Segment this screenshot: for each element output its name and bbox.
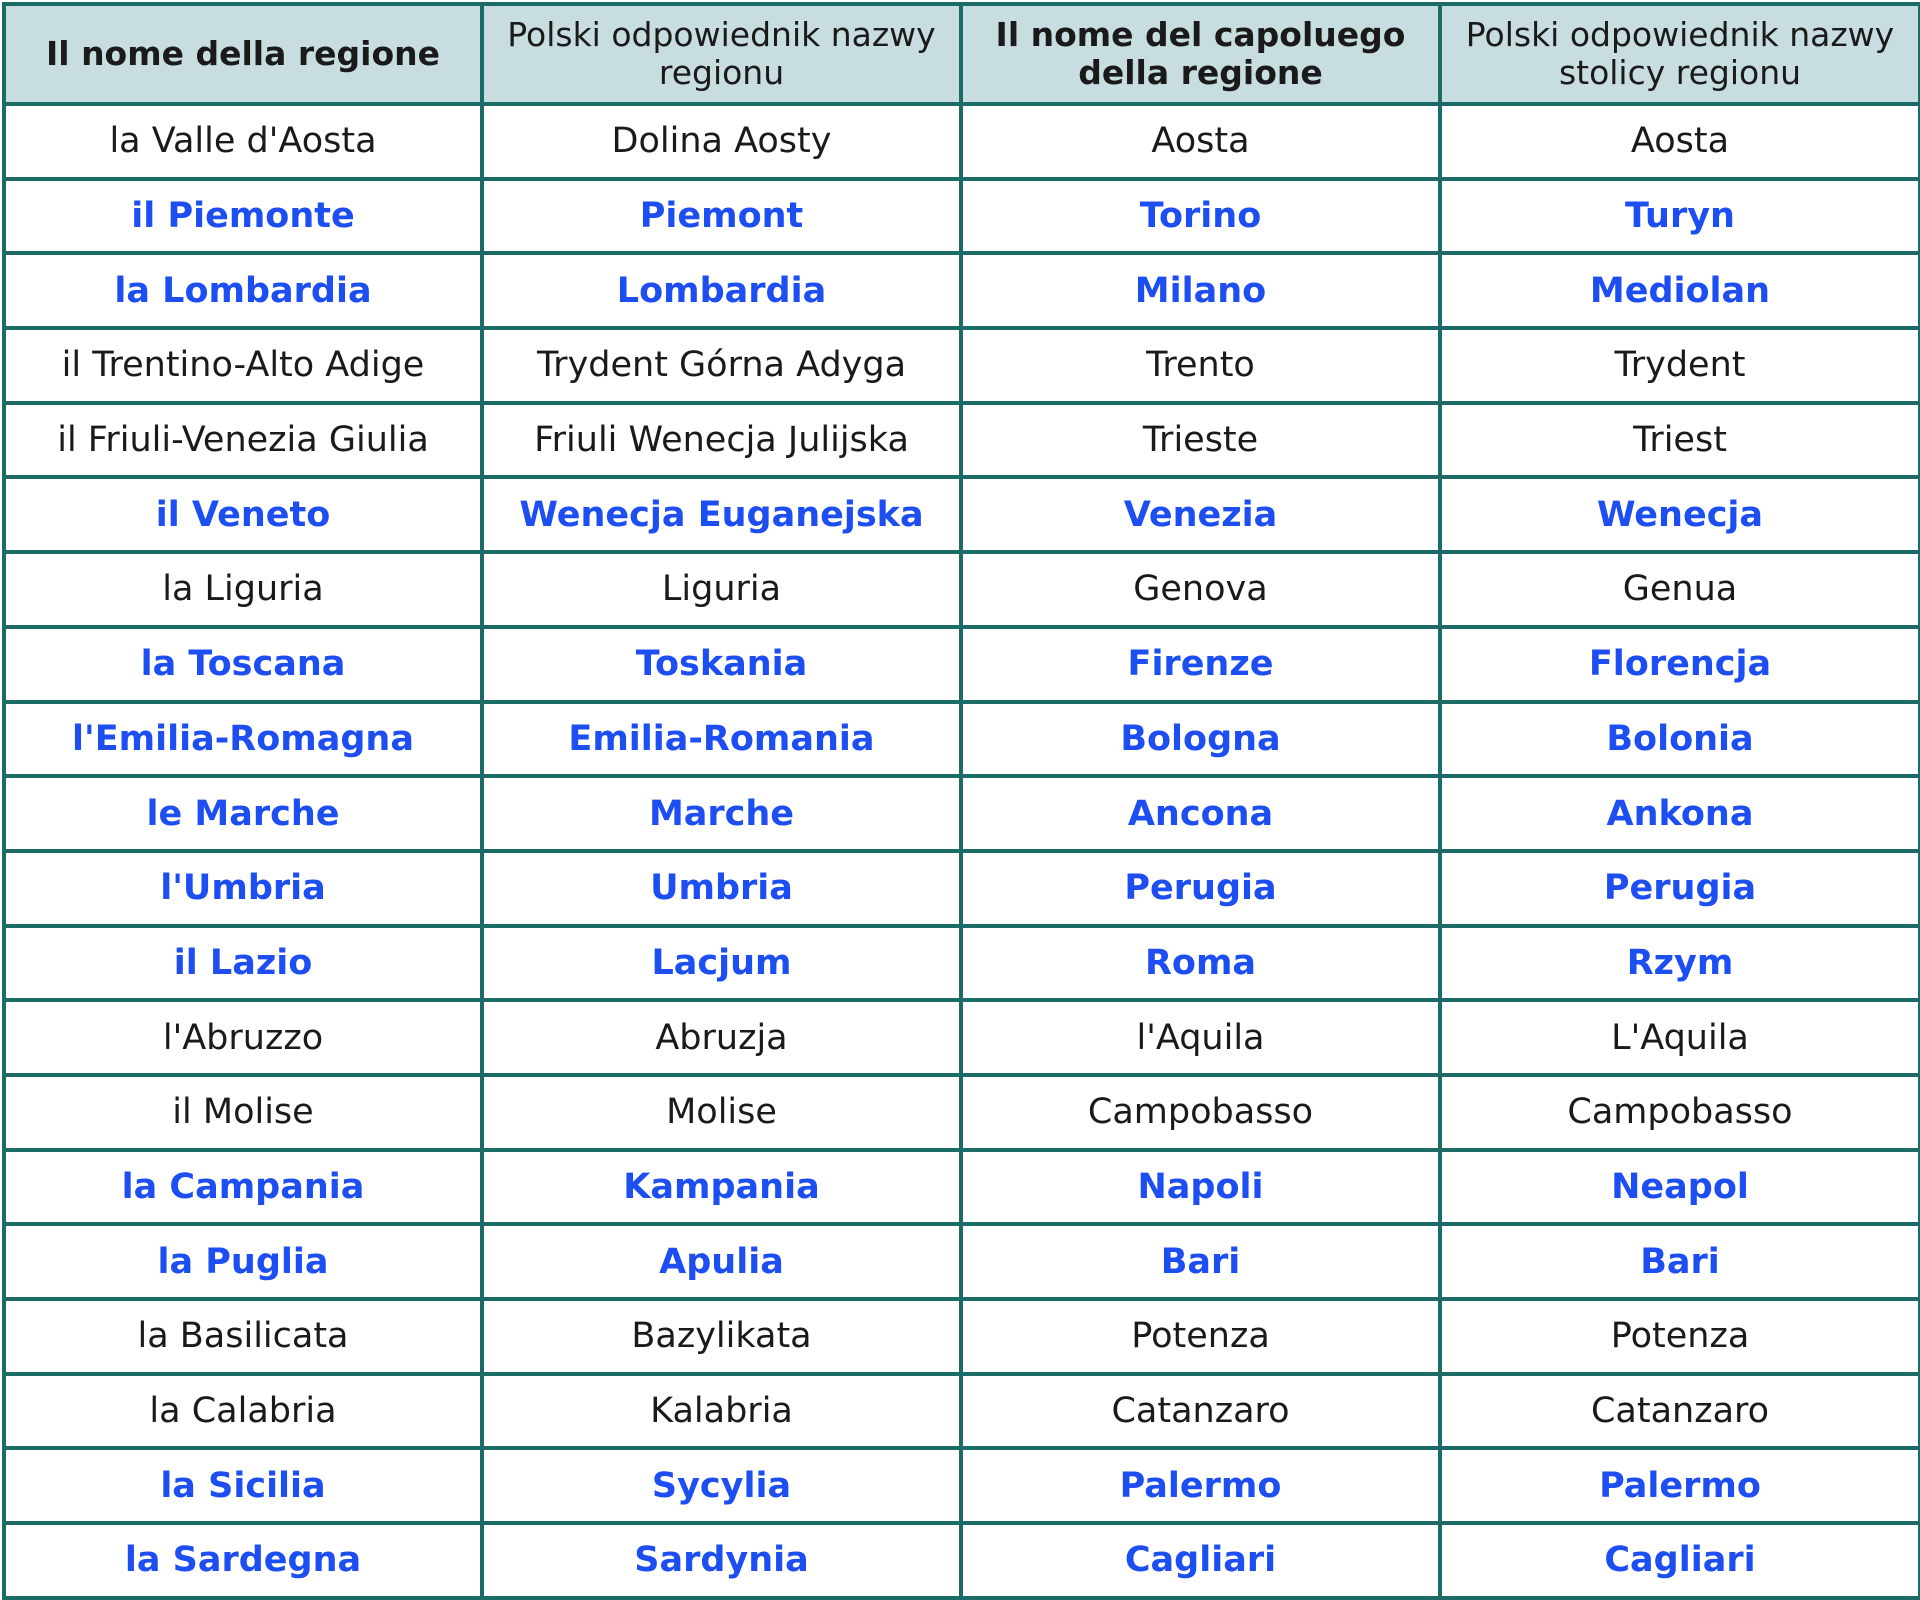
cell-capital-it: Cagliari xyxy=(961,1523,1440,1598)
cell-region-pl: Sardynia xyxy=(482,1523,961,1598)
cell-capital-it: Napoli xyxy=(961,1150,1440,1225)
cell-capital-pl: Ankona xyxy=(1440,776,1920,851)
cell-capital-it: Bari xyxy=(961,1224,1440,1299)
cell-capital-pl: Rzym xyxy=(1440,926,1920,1001)
cell-region-it: il Lazio xyxy=(4,926,482,1001)
cell-capital-it: Genova xyxy=(961,552,1440,627)
cell-region-pl: Liguria xyxy=(482,552,961,627)
cell-capital-pl: Cagliari xyxy=(1440,1523,1920,1598)
cell-region-pl: Wenecja Euganejska xyxy=(482,477,961,552)
table-row xyxy=(4,552,1920,627)
cell-capital-pl: Aosta xyxy=(1440,104,1920,179)
cell-capital-it: Roma xyxy=(961,926,1440,1001)
table-row xyxy=(4,179,1920,254)
table-row xyxy=(4,926,1920,1001)
cell-region-pl: Abruzja xyxy=(482,1000,961,1075)
cell-region-it: la Lombardia xyxy=(4,253,482,328)
cell-region-pl: Marche xyxy=(482,776,961,851)
cell-region-it: la Puglia xyxy=(4,1224,482,1299)
cell-region-pl: Dolina Aosty xyxy=(482,104,961,179)
cell-capital-it: Trento xyxy=(961,328,1440,403)
table-row xyxy=(4,1374,1920,1449)
cell-region-pl: Kalabria xyxy=(482,1374,961,1449)
cell-capital-it: Torino xyxy=(961,179,1440,254)
cell-region-it: la Toscana xyxy=(4,627,482,702)
cell-region-it: il Molise xyxy=(4,1075,482,1150)
cell-region-it: la Valle d'Aosta xyxy=(4,104,482,179)
cell-region-pl: Apulia xyxy=(482,1224,961,1299)
table-row xyxy=(4,776,1920,851)
cell-region-it: la Sardegna xyxy=(4,1523,482,1598)
cell-region-pl: Molise xyxy=(482,1075,961,1150)
cell-capital-pl: Potenza xyxy=(1440,1299,1920,1374)
cell-capital-it: Bologna xyxy=(961,702,1440,777)
cell-capital-pl: Wenecja xyxy=(1440,477,1920,552)
cell-capital-it: Firenze xyxy=(961,627,1440,702)
cell-capital-pl: Neapol xyxy=(1440,1150,1920,1225)
cell-region-it: l'Umbria xyxy=(4,851,482,926)
header-capital-name-it: Il nome del capoluego della regione xyxy=(961,4,1440,104)
cell-region-it: il Trentino-Alto Adige xyxy=(4,328,482,403)
cell-capital-pl: Trydent xyxy=(1440,328,1920,403)
table-row xyxy=(4,1299,1920,1374)
cell-capital-pl: Bari xyxy=(1440,1224,1920,1299)
cell-region-pl: Piemont xyxy=(482,179,961,254)
cell-region-pl: Kampania xyxy=(482,1150,961,1225)
header-capital-name-pl: Polski odpowiednik nazwy stolicy regionu xyxy=(1440,4,1920,104)
regions-table-container xyxy=(2,2,1918,1596)
cell-capital-it: Palermo xyxy=(961,1448,1440,1523)
cell-region-pl: Lombardia xyxy=(482,253,961,328)
cell-capital-it: Campobasso xyxy=(961,1075,1440,1150)
cell-region-pl: Bazylikata xyxy=(482,1299,961,1374)
cell-capital-it: Ancona xyxy=(961,776,1440,851)
table-row xyxy=(4,104,1920,179)
cell-capital-it: Venezia xyxy=(961,477,1440,552)
cell-capital-it: Potenza xyxy=(961,1299,1440,1374)
cell-region-it: la Liguria xyxy=(4,552,482,627)
cell-region-it: l'Abruzzo xyxy=(4,1000,482,1075)
cell-capital-pl: Florencja xyxy=(1440,627,1920,702)
cell-region-it: l'Emilia-Romagna xyxy=(4,702,482,777)
table-row xyxy=(4,1075,1920,1150)
cell-region-pl: Umbria xyxy=(482,851,961,926)
table-row xyxy=(4,253,1920,328)
cell-capital-it: Catanzaro xyxy=(961,1374,1440,1449)
cell-capital-pl: Mediolan xyxy=(1440,253,1920,328)
cell-region-pl: Toskania xyxy=(482,627,961,702)
table-row xyxy=(4,627,1920,702)
table-header-row xyxy=(4,4,1920,104)
cell-capital-pl: Bolonia xyxy=(1440,702,1920,777)
cell-capital-it: Trieste xyxy=(961,403,1440,478)
cell-region-it: la Basilicata xyxy=(4,1299,482,1374)
cell-region-it: il Veneto xyxy=(4,477,482,552)
cell-region-it: le Marche xyxy=(4,776,482,851)
cell-capital-it: Perugia xyxy=(961,851,1440,926)
cell-capital-pl: Turyn xyxy=(1440,179,1920,254)
cell-region-it: la Campania xyxy=(4,1150,482,1225)
cell-capital-pl: Genua xyxy=(1440,552,1920,627)
cell-region-pl: Lacjum xyxy=(482,926,961,1001)
cell-region-it: il Piemonte xyxy=(4,179,482,254)
table-row xyxy=(4,851,1920,926)
table-row xyxy=(4,1448,1920,1523)
table-row xyxy=(4,328,1920,403)
table-row xyxy=(4,1224,1920,1299)
cell-region-pl: Trydent Górna Adyga xyxy=(482,328,961,403)
cell-region-it: la Calabria xyxy=(4,1374,482,1449)
cell-capital-pl: Palermo xyxy=(1440,1448,1920,1523)
cell-capital-pl: Campobasso xyxy=(1440,1075,1920,1150)
cell-region-pl: Emilia-Romania xyxy=(482,702,961,777)
cell-region-it: la Sicilia xyxy=(4,1448,482,1523)
cell-region-it: il Friuli-Venezia Giulia xyxy=(4,403,482,478)
cell-region-pl: Friuli Wenecja Julijska xyxy=(482,403,961,478)
cell-capital-it: Milano xyxy=(961,253,1440,328)
table-body xyxy=(4,104,1920,1598)
table-row xyxy=(4,1150,1920,1225)
cell-region-pl: Sycylia xyxy=(482,1448,961,1523)
table-row xyxy=(4,702,1920,777)
header-region-name-it: Il nome della regione xyxy=(4,4,482,104)
table-row xyxy=(4,1523,1920,1598)
regions-table xyxy=(2,2,1920,1600)
header-region-name-pl: Polski odpowiednik nazwy regionu xyxy=(482,4,961,104)
table-row xyxy=(4,403,1920,478)
table-row xyxy=(4,1000,1920,1075)
cell-capital-it: Aosta xyxy=(961,104,1440,179)
table-row xyxy=(4,477,1920,552)
cell-capital-pl: L'Aquila xyxy=(1440,1000,1920,1075)
cell-capital-it: l'Aquila xyxy=(961,1000,1440,1075)
cell-capital-pl: Triest xyxy=(1440,403,1920,478)
cell-capital-pl: Catanzaro xyxy=(1440,1374,1920,1449)
cell-capital-pl: Perugia xyxy=(1440,851,1920,926)
